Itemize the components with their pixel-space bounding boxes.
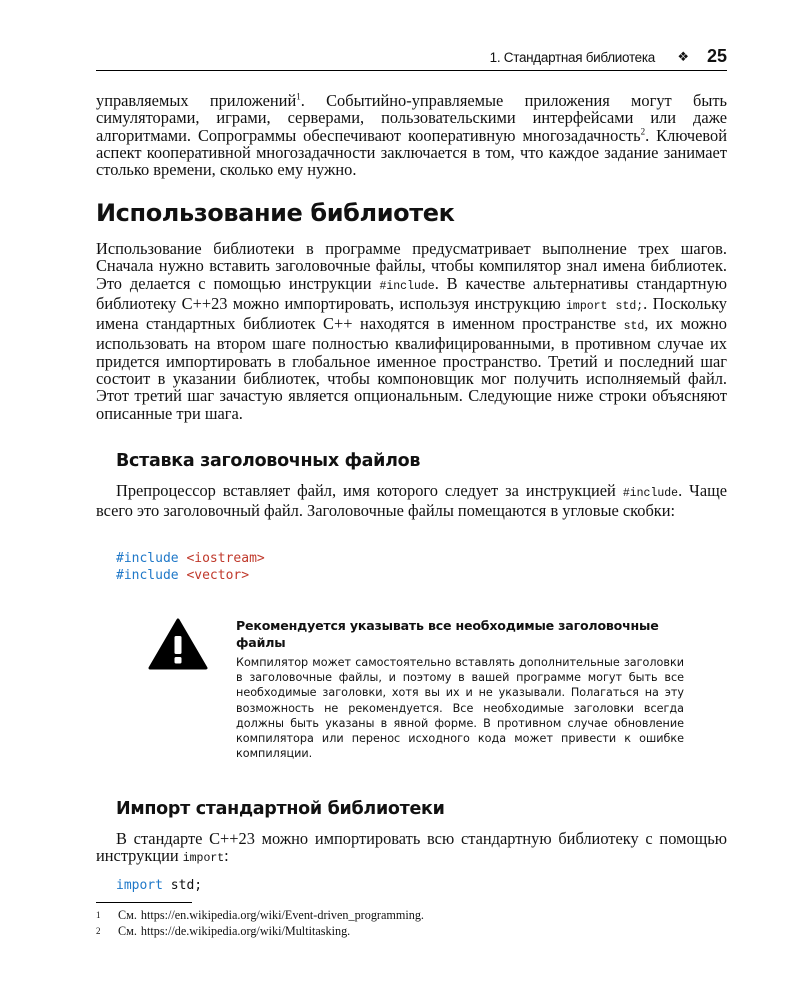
paragraph-text: В стандарте C++23 можно импортировать всю стандартную библиотеку с помощью инструкции [96,829,727,866]
section-heading: Использование библиотек [96,199,455,227]
chapter-title: 1. Стандартная библиотека [489,50,655,65]
code-block: import std; [116,878,203,893]
paragraph-text: Препроцессор вставляет файл, имя которого следует за инструкцией [116,481,623,500]
footnote-ref-1: 1 [296,91,301,102]
page-number: 25 [706,46,727,66]
paragraph-text: , их можно использовать на втором шаге полностью квалифицированными, в противном случае их придется импортировать в глобальное именное пространство. Третий и последний шаг состоит в указании библиотек, чтобы компоновщик мог получить исполняемый файл. Этот третий шаг зачастую является опциональным. Следующие ниже строки объясняют описанные три шага. [96,314,727,423]
paragraph-text: . Чаще всего это заголовочный файл. Заголовочные файлы помещаются в угловые скобки: [96,481,727,521]
code-line: #include <iostream> [116,551,265,566]
code-line: #include <vector> [116,568,250,583]
inline-code: import [182,852,225,866]
paragraph-text: . Поскольку имена стандартных библиотек C++ находятся в именном пространстве [96,293,727,334]
footnote-rule [96,902,192,903]
subsection-heading: Импорт стандартной библиотеки [116,799,445,819]
intro-text: управляемых приложений [96,91,297,110]
note-title: Рекомендуется указывать все необходимые заголовочные файлы [236,618,659,650]
subsection-heading: Вставка заголовочных файлов [116,451,421,471]
paragraph-text: . В качестве альтернативы стандартную библиотеку C++23 можно импортировать, используя инструкцию [96,273,727,313]
footnote: 2 См. https://de.wikipedia.org/wiki/Multitasking. [96,924,351,938]
paragraph-text: Использование библиотеки в программе предусматривает выполнение трех шагов. Сначала нужно вставить заголовочные файлы, чтобы компилятор знал имена библиотек. Это делается с помощью инструкции [96,239,727,293]
intro-text: . Ключевой аспект кооперативной многозадачности заключается в том, что каждое задание занимает столько времени, сколько ему нужно. [96,125,727,180]
inline-code: std [623,320,645,334]
headers-paragraph [96,482,727,520]
footnote-link[interactable]: https://en.wikipedia.org/wiki/Event-driven_programming. [140,908,424,922]
code-block [116,550,265,584]
footnote-link[interactable]: https://de.wikipedia.org/wiki/Multitasking. [140,924,351,938]
footnote: 1 См. https://en.wikipedia.org/wiki/Event-driven_programming. [96,908,424,922]
section-paragraph [96,240,727,422]
inline-code: import std; [566,299,644,313]
note-text: Компилятор может самостоятельно вставлять дополнительные заголовки в заголовочные файлы, и поэтому в вашей программе могут быть все необходимые заголовки, хотя вы их и не указывали. Полагаться на эту возможность не рекомендуется. Все необходимые заголовки всегда должны быть указаны в явной форме. В противном случае обновление компилятора или перенос исходного кода может привести к ошибке компиляции. [236,656,684,761]
warning-triangle-icon [148,618,208,670]
intro-text: . Событийно-управляемые приложения могут быть симуляторами, играми, серверами, пользовательскими интерфейсами или даже алгоритмами. Сопрограммы обеспечивают кооперативную многозадачность [96,91,727,145]
inline-code: #include [622,487,679,500]
inline-code: #include [379,279,435,293]
ornament-icon: ❖ [677,50,689,65]
intro-paragraph [96,92,727,178]
paragraph-text: : [224,846,229,866]
import-paragraph [96,830,727,868]
footnote-ref-2: 2 [640,126,646,137]
running-head [96,46,727,71]
